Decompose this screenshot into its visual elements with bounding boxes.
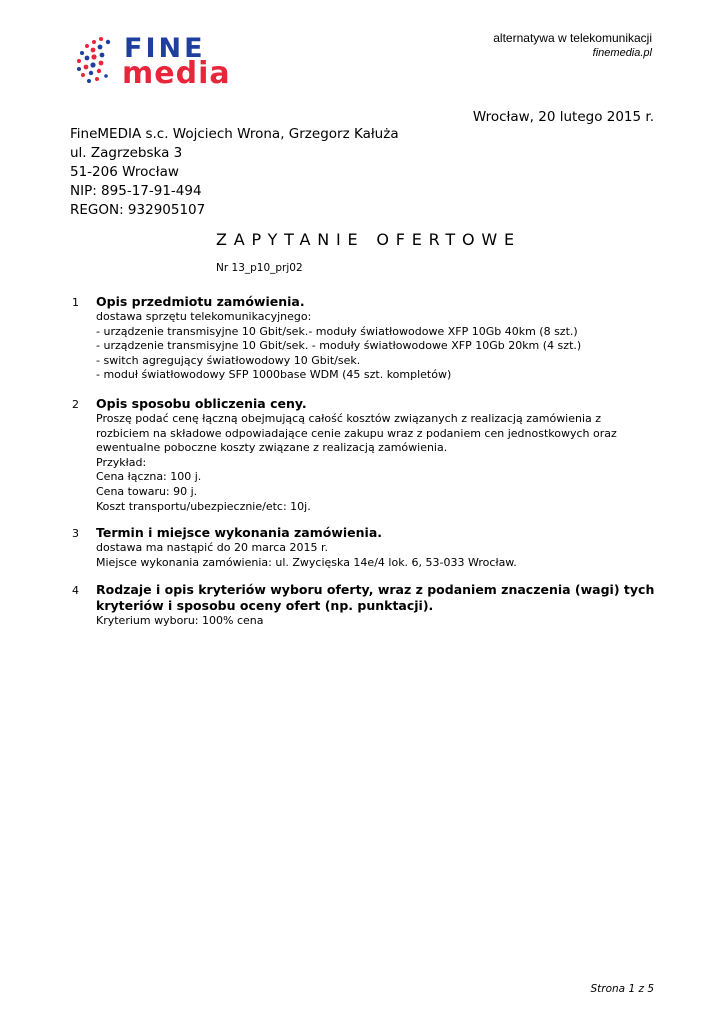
header-tagline-block [493, 31, 652, 61]
section-body [96, 310, 666, 383]
section-line: Proszę podać cenę łączną obejmującą całość kosztów związanych z realizacją zamówienia z [96, 412, 602, 425]
section-line: Koszt transportu/ubezpiecznie/etc: 10j. [96, 499, 311, 513]
section-line: dostawa ma nastąpić do 20 marca 2015 r. [96, 541, 328, 554]
section-number: 1 [72, 296, 79, 309]
sender-street: ul. Zagrzebska 3 [70, 145, 183, 161]
section-line: Cena łączna: 100 j. [96, 470, 202, 484]
logo-graphic [72, 30, 282, 88]
logo-media-text: media [122, 56, 231, 88]
sender-nip: NIP: 895-17-91-494 [70, 183, 202, 199]
section-body [96, 614, 666, 629]
section-body [96, 541, 666, 570]
section-line: rozbiciem na składowe odpowiadające cenie zakupu wraz z podaniem cen jednostkowych oraz [96, 426, 617, 440]
section-line: ewentualne poboczne koszty związane z realizacją zamówienia. [96, 441, 448, 455]
logo-dots-icon [77, 37, 110, 83]
section-line: dostawa sprzętu telekomunikacyjnego: [96, 310, 312, 323]
section-line: - urządzenie transmisyjne 10 Gbit/sek. - moduły światłowodowe XFP 10Gb 20km (4 szt.) [96, 339, 582, 353]
finemedia-logo [72, 30, 282, 88]
section-heading: Termin i miejsce wykonania zamówienia. [96, 525, 383, 540]
section-heading: Rodzaje i opis kryteriów wyboru oferty, wraz z podaniem znaczenia (wagi) tych kryteriów i sposobu oceny ofert (np. punktacji). [96, 582, 655, 613]
section-line: Cena towaru: 90 j. [96, 484, 198, 498]
section-line: Kryterium wyboru: 100% cena [96, 614, 264, 627]
section-line: Miejsce wykonania zamówienia: ul. Zwycięska 14e/4 lok. 6, 53-033 Wrocław. [96, 555, 517, 569]
website-link[interactable]: finemedia.pl [592, 47, 652, 59]
sender-company: FineMEDIA s.c. Wojciech Wrona, Grzegorz Kałuża [70, 126, 399, 142]
page-number: Strona 1 z 5 [590, 983, 654, 995]
section-number: 4 [72, 584, 79, 597]
section-heading: Opis sposobu obliczenia ceny. [96, 396, 307, 411]
section-number: 2 [72, 398, 79, 411]
section-line: Przykład: [96, 455, 147, 469]
logo-fine-text: FINE [124, 33, 206, 64]
sender-address [70, 125, 399, 220]
section-body [96, 412, 666, 514]
sender-city: 51-206 Wrocław [70, 164, 179, 180]
section-line: - moduł światłowodowy SFP 1000base WDM (45 szt. kompletów) [96, 368, 452, 382]
document-title: ZAPYTANIE OFERTOWE [216, 230, 521, 249]
letter-date: Wrocław, 20 lutego 2015 r. [472, 109, 654, 125]
tagline-text: alternatywa w telekomunikacji [493, 31, 652, 45]
section-line: - switch agregujący światłowodowy 10 Gbit/sek. [96, 353, 361, 367]
section-heading: Opis przedmiotu zamówienia. [96, 294, 305, 309]
section-number: 3 [72, 527, 79, 540]
section-line: - urządzenie transmisyjne 10 Gbit/sek.- moduły światłowodowe XFP 10Gb 40km (8 szt.) [96, 324, 578, 338]
document-number: Nr 13_p10_prj02 [216, 262, 303, 274]
sender-regon: REGON: 932905107 [70, 202, 206, 218]
